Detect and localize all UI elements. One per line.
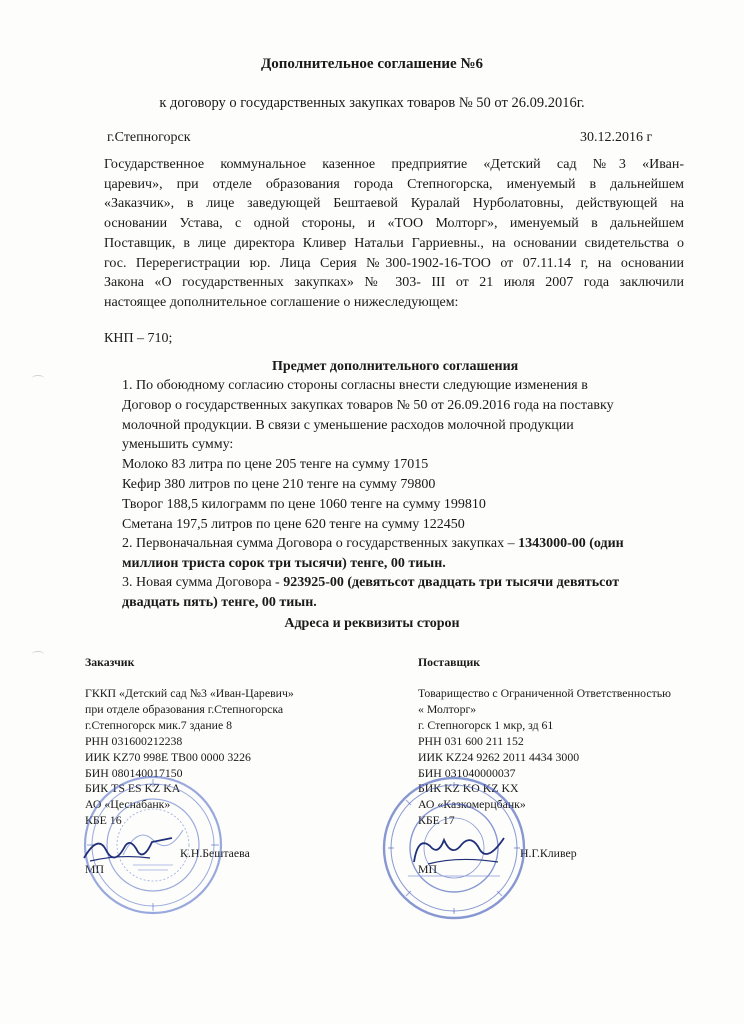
- place-of-signing: г.Степногорск: [107, 130, 191, 145]
- customer-mp: МП: [85, 862, 105, 876]
- customer-detail-line: АО «Цеснабанк»: [85, 797, 171, 812]
- customer-detail-line: ИИК KZ70 998E TB00 0000 3226: [85, 749, 251, 764]
- customer-detail-line: БИК TS ES KZ KA: [85, 781, 181, 796]
- supplier-signature: [408, 828, 518, 872]
- customer-detail-line: РНН 031600212238: [85, 733, 183, 748]
- customer-detail-line: при отделе образования г.Степногорска: [85, 701, 284, 716]
- document-title: Дополнительное соглашение №6: [260, 56, 484, 72]
- intro-line: Государственное коммунальное казенное предприятие «Детский сад №3 «Иван-: [104, 157, 684, 172]
- scan-mark: [32, 375, 44, 381]
- supplier-label: Поставщик: [418, 655, 481, 669]
- product-line: Молоко 83 литра по цене 205 тенге на сумму 17015: [122, 457, 429, 473]
- item-1-line: 1. По обоюдному согласию стороны согласны внести следующие изменения в: [122, 378, 588, 393]
- customer-signer: К.Н.Бештаева: [180, 846, 250, 860]
- supplier-detail-line: Товарищество с Ограниченной Ответственностью: [418, 686, 671, 700]
- supplier-detail-line: АО «Казкомерцбанк»: [418, 797, 526, 812]
- intro-line: Закона «О государственных закупках» № 303- III от 21 июля 2007 года заключили: [104, 275, 684, 291]
- item-3-text: 3. Новая сумма Договора -: [122, 575, 284, 590]
- item-2-text: 2. Первоначальная сумма Договора о государственных закупках –: [122, 536, 515, 551]
- scan-mark: [32, 651, 44, 657]
- supplier-detail-line: г. Степногорск 1 мкр, зд 61: [418, 717, 554, 732]
- supplier-detail-line: БИК KZ KO KZ KX: [418, 781, 519, 796]
- item-1: [122, 376, 614, 534]
- item-1-line: Договор о государственных закупках товаров № 50 от 26.09.2016 года на поставку: [122, 397, 614, 413]
- item-3: [122, 573, 619, 612]
- intro-line: царевич», при отделе образования города Степногорска, именуемый в дальнейшем: [104, 176, 684, 192]
- supplier-mp: МП: [418, 862, 438, 876]
- intro-line: основании Устава, с одной стороны, и «ТОО Молторг», именуемый в дальнейшем: [104, 216, 684, 232]
- supplier-signer: Н.Г.Кливер: [520, 846, 577, 860]
- customer-detail-line: г.Степногорск мик.7 здание 8: [85, 717, 233, 732]
- knp-code: КНП – 710;: [104, 331, 173, 346]
- product-line: Кефир 380 литров по цене 210 тенге на сумму 79800: [122, 476, 436, 492]
- intro-line: гос. Перерегистрации юр. Лица Серия №300-1902-16-ТОО от 07.11.14 г, на основании: [104, 255, 684, 271]
- product-line: Сметана 197,5 литров по цене 620 тенге на сумму 122450: [122, 516, 465, 532]
- supplier-detail-line: РНН 031 600 211 152: [418, 733, 524, 748]
- initial-sum: 1343000-00 (один: [518, 536, 624, 551]
- supplier-detail-line: КБЕ 17: [418, 813, 455, 828]
- supplier-detail-line: ИИК KZ24 9262 2011 4434 3000: [418, 749, 580, 764]
- customer-signature: [80, 828, 180, 868]
- product-line: Творог 188,5 килограмм по цене 1060 тенге на сумму 199810: [122, 496, 486, 512]
- intro-paragraph: [104, 155, 684, 313]
- intro-line: Поставщик, в лице директора Кливер Натальи Гарриевны., на основании свидетельства о: [104, 235, 684, 251]
- document-subtitle: к договору о государственных закупках товаров № 50 от 26.09.2016г.: [159, 95, 585, 111]
- customer-detail-line: ГККП «Детский сад №3 «Иван-Царевич»: [85, 686, 294, 700]
- intro-line: настоящее дополнительное соглашение о нижеследующем:: [104, 294, 459, 310]
- supplier-detail-line: БИН 031040000037: [418, 765, 516, 780]
- initial-sum-words: миллион триста сорок три тысячи) тенге, 00 тиын.: [122, 555, 446, 571]
- intro-line: «Заказчик», в лице заведующей Бештаевой Куралай Нурболатовны, действующей на: [104, 196, 684, 212]
- new-sum: 923925-00 (девятьсот двадцать три тысячи девятьсот: [283, 575, 620, 590]
- item-1-line: молочной продукции. В связи с уменьшение расходов молочной продукции: [122, 417, 574, 433]
- customer-label: Заказчик: [85, 655, 135, 669]
- new-sum-words: двадцать пять) тенге, 00 тиын.: [122, 594, 317, 610]
- supplier-detail-line: « Молторг»: [418, 701, 477, 716]
- item-2: [122, 534, 624, 573]
- item-1-line: уменьшить сумму:: [122, 437, 234, 453]
- document-date: 30.12.2016 г: [580, 130, 653, 145]
- customer-detail-line: БИН 080140017150: [85, 765, 183, 780]
- customer-detail-line: КБЕ 16: [85, 813, 122, 828]
- parties-heading: Адреса и реквизиты сторон: [284, 616, 460, 631]
- subject-heading: Предмет дополнительного соглашения: [272, 359, 519, 374]
